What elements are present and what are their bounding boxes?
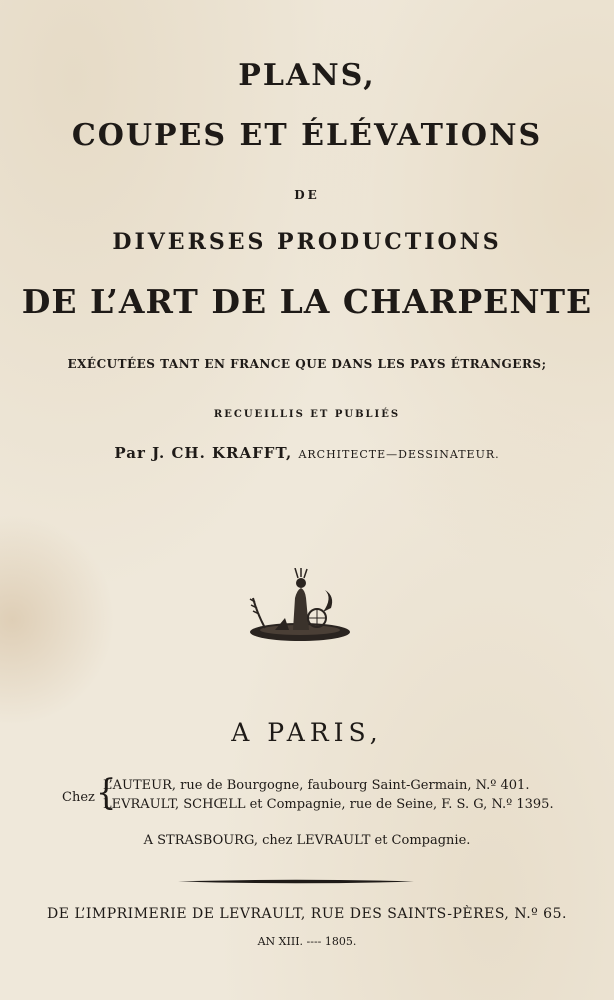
title-line-plans: PLANS, bbox=[238, 58, 376, 93]
chez-label: Chez bbox=[62, 790, 95, 805]
allegorical-figure-vignette-icon bbox=[245, 568, 355, 644]
imprint-city: A PARIS, bbox=[231, 718, 383, 747]
date-line: AN XIII. ---- 1805. bbox=[257, 935, 357, 948]
title-line-diverses: DIVERSES PRODUCTIONS bbox=[112, 229, 502, 255]
address-auteur: L’AUTEUR, rue de Bourgogne, faubourg Saint-Germain, N.º 401. bbox=[103, 778, 530, 793]
ornamental-rule bbox=[178, 879, 414, 884]
author-line bbox=[0, 444, 614, 462]
brace-icon: { bbox=[96, 771, 117, 813]
printer-line: DE L’IMPRIMERIE DE LEVRAULT, RUE DES SAINTS-PÈRES, N.º 65. bbox=[47, 906, 567, 922]
title-line-charpente: DE L’ART DE LA CHARPENTE bbox=[21, 282, 593, 321]
author-role: ARCHITECTE—DESSINATEUR. bbox=[298, 448, 500, 461]
subtitle-executees: EXÉCUTÉES TANT EN FRANCE QUE DANS LES PAYS ÉTRANGERS; bbox=[67, 357, 547, 371]
title-line-de: DE bbox=[294, 188, 320, 202]
title-line-coupes: COUPES ET ÉLÉVATIONS bbox=[71, 118, 543, 153]
author-name: Par J. CH. KRAFFT, bbox=[114, 444, 293, 462]
imprint-strasbourg: A STRASBOURG, chez LEVRAULT et Compagnie. bbox=[143, 833, 471, 848]
address-levrault: LEVRAULT, SCHŒLL et Compagnie, rue de Seine, F. S. G, N.º 1395. bbox=[103, 797, 554, 812]
subtitle-recueillis: RECUEILLIS ET PUBLIÉS bbox=[213, 409, 401, 420]
